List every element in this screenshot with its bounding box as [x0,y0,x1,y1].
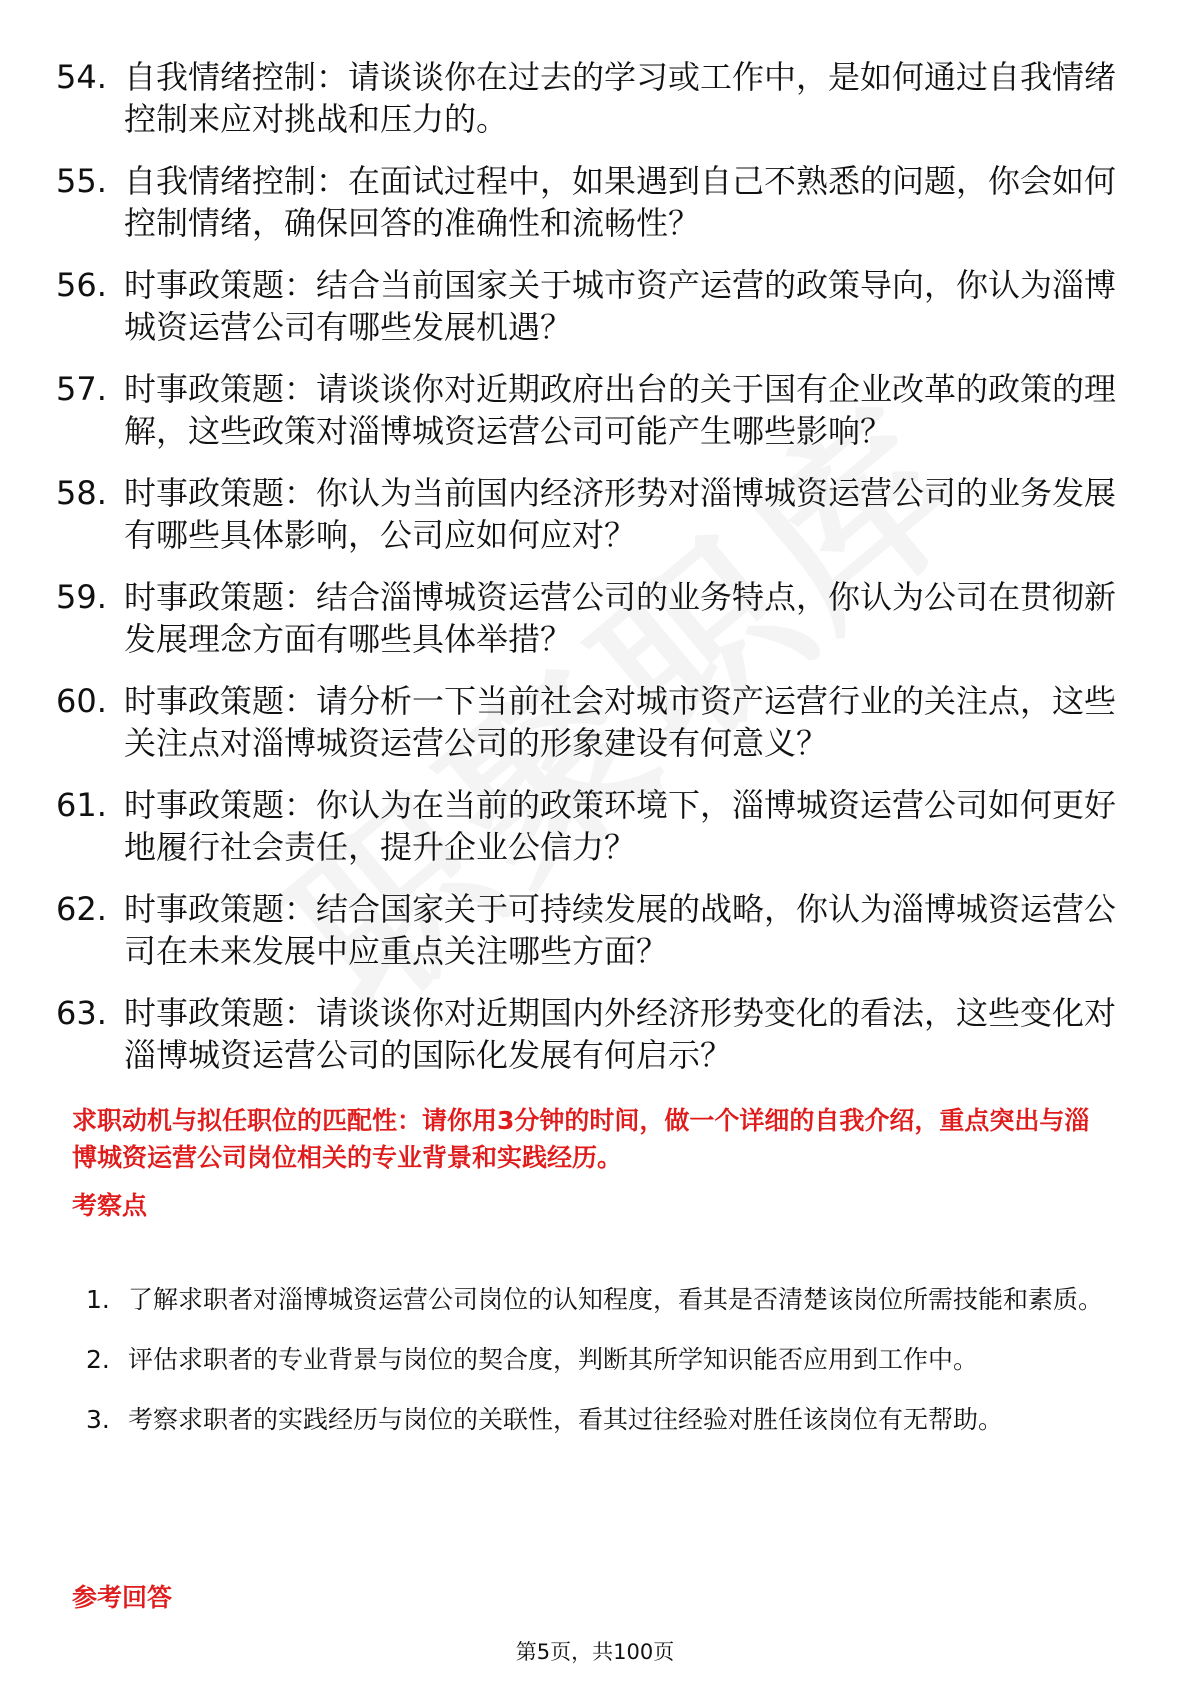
section-headline: 求职动机与拟任职位的匹配性：请你用3分钟的时间，做一个详细的自我介绍，重点突出与淄博城资运营公司岗位相关的专业背景和实践经历。 [72,1106,1090,1172]
question-number: 54. [56,58,107,96]
focus-point-text: 评估求职者的专业背景与岗位的契合度，判断其所学知识能否应用到工作中。 [128,1345,979,1374]
question-item [56,264,1116,348]
question-number: 59. [56,578,107,616]
question-text: 时事政策题：请谈谈你对近期政府出台的关于国有企业改革的政策的理解，这些政策对淄博城资运营公司可能产生哪些影响？ [124,370,1117,450]
focus-point-text: 了解求职者对淄博城资运营公司岗位的认知程度，看其是否清楚该岗位所需技能和素质。 [128,1285,1104,1314]
question-number: 58. [56,474,107,512]
question-item [56,160,1116,244]
question-text: 时事政策题：请分析一下当前社会对城市资产运营行业的关注点，这些关注点对淄博城资运营公司的形象建设有何意义？ [124,682,1117,762]
question-number: 56. [56,266,107,304]
question-item [56,888,1116,972]
question-item [56,472,1116,556]
focus-point-number: 2. [86,1345,110,1374]
focus-point-number: 3. [86,1405,110,1434]
question-number: 61. [56,786,107,824]
question-item [56,56,1116,140]
focus-point-number: 1. [86,1285,110,1314]
focus-point-list [72,1270,1122,1450]
question-number: 62. [56,890,107,928]
focus-point [72,1330,1122,1390]
question-text: 时事政策题：结合淄博城资运营公司的业务特点，你认为公司在贯彻新发展理念方面有哪些具体举措？ [124,578,1117,658]
question-text: 时事政策题：你认为在当前的政策环境下，淄博城资运营公司如何更好地履行社会责任，提升企业公信力？ [124,786,1117,866]
question-text: 时事政策题：请谈谈你对近期国内外经济形势变化的看法，这些变化对淄博城资运营公司的国际化发展有何启示？ [124,994,1117,1074]
question-list [56,56,1116,1096]
question-item [56,784,1116,868]
question-text: 时事政策题：结合国家关于可持续发展的战略，你认为淄博城资运营公司在未来发展中应重点关注哪些方面？ [124,890,1117,970]
question-text: 时事政策题：结合当前国家关于城市资产运营的政策导向，你认为淄博城资运营公司有哪些发展机遇？ [124,266,1117,346]
question-number: 60. [56,682,107,720]
question-text: 自我情绪控制：在面试过程中，如果遇到自己不熟悉的问题，你会如何控制情绪，确保回答的准确性和流畅性？ [124,162,1117,242]
page-footer: 第5页，共100页 [515,1640,675,1664]
question-item [56,576,1116,660]
focus-title: 考察点 [72,1191,148,1220]
answer-title: 参考回答 [72,1583,173,1612]
question-number: 63. [56,994,107,1032]
question-number: 55. [56,162,107,200]
question-number: 57. [56,370,107,408]
question-text: 自我情绪控制：请谈谈你在过去的学习或工作中，是如何通过自我情绪控制来应对挑战和压力的。 [124,58,1117,138]
focus-point [72,1270,1122,1330]
question-item [56,992,1116,1076]
focus-point [72,1390,1122,1450]
focus-point-text: 考察求职者的实践经历与岗位的关联性，看其过往经验对胜任该岗位有无帮助。 [128,1405,1004,1434]
question-item [56,368,1116,452]
question-text: 时事政策题：你认为当前国内经济形势对淄博城资运营公司的业务发展有哪些具体影响，公司应如何应对？ [124,474,1117,554]
question-item [56,680,1116,764]
